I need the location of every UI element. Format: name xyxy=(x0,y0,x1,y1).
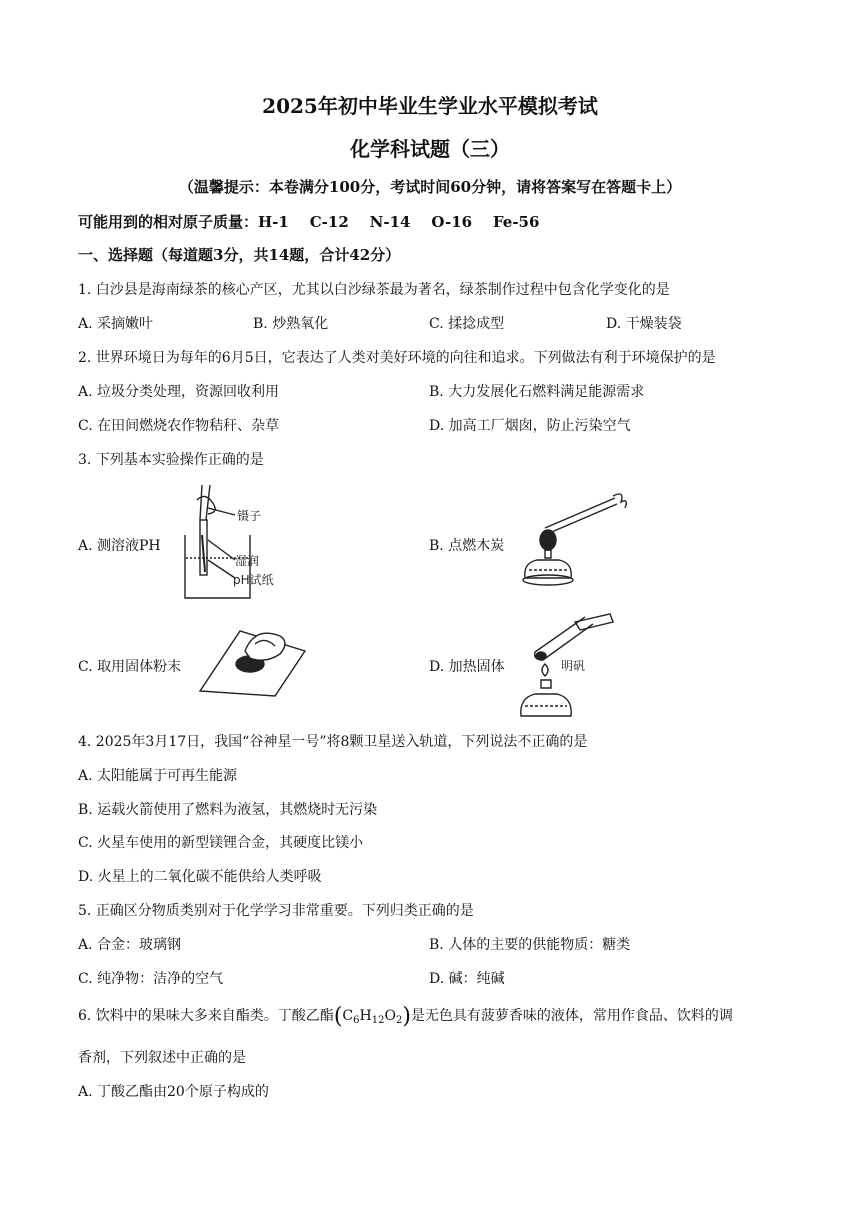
q3-option-c: C. 取用固体粉末 xyxy=(78,659,182,675)
butyrate-formula: $C_6H_{12}O_2$ xyxy=(342,1008,403,1026)
q5-option-b: B. 人体的主要的供能物质：糖类 xyxy=(429,937,631,953)
q2-option-d: D. 加高工厂烟囱，防止污染空气 xyxy=(429,418,631,434)
q2-option-c: C. 在田间燃烧农作物秸秆、杂草 xyxy=(78,418,280,434)
heating-figure xyxy=(515,612,645,724)
q2-option-b: B. 大力发展化石燃料满足能源需求 xyxy=(429,384,645,400)
wet-label: 湿润 xyxy=(235,554,260,568)
exam-title: 2025年初中毕业生学业水平模拟考试 xyxy=(262,94,598,118)
alum-label: 明矾 xyxy=(561,659,586,673)
powder-figure xyxy=(195,606,310,698)
q3-option-b: B. 点燃木炭 xyxy=(429,538,505,554)
atomic-mass-line: 可能用到的相对原子质量：H-1 C-12 N-14 O-16 Fe-56 xyxy=(78,213,540,231)
q4-option-c: C. 火星车使用的新型镁锂合金，其硬度比镁小 xyxy=(78,835,364,851)
exam-note: （温馨提示：本卷满分100分，考试时间60分钟，请将答案写在答题卡上） xyxy=(178,178,682,196)
tweezers-label: 镊子 xyxy=(237,509,262,523)
q6-stem-before: 6. 饮料中的果味大多来自酯类。丁酸乙酯 xyxy=(78,1008,334,1024)
q1-option-b: B. 炒熟氧化 xyxy=(253,316,329,332)
q1-option-a: A. 采摘嫩叶 xyxy=(78,316,154,332)
q1-option-c: C. 揉捻成型 xyxy=(429,316,505,332)
q5-option-c: C. 纯净物：洁净的空气 xyxy=(78,971,224,987)
q3-option-d: D. 加热固体 xyxy=(429,659,505,675)
charcoal-figure xyxy=(515,488,635,593)
q6-option-a: A. 丁酸乙酯由20个原子构成的 xyxy=(78,1084,269,1100)
question-1-stem: 1. 白沙县是海南绿茶的核心产区，尤其以白沙绿茶最为著名，绿茶制作过程中包含化学变化的是 xyxy=(78,282,670,298)
q3-option-a: A. 测溶液PH xyxy=(78,538,161,554)
question-3-stem: 3. 下列基本实验操作正确的是 xyxy=(78,452,264,468)
q6-stem-after: 是无色具有菠萝香味的液体，常用作食品、饮料的调 xyxy=(410,1008,733,1024)
q4-option-b: B. 运载火箭使用了燃料为液氢，其燃烧时无污染 xyxy=(78,802,378,818)
question-6-stem: 6. 饮料中的果味大多来自酯类。丁酸乙酯$(C_6H_{12}O_2)$是无色具有菠萝香味的液体，常用作食品、饮料的调 xyxy=(78,1004,733,1029)
question-5-stem: 5. 正确区分物质类别对于化学学习非常重要。下列归类正确的是 xyxy=(78,903,474,919)
question-6-stem-line2: 香剂，下列叙述中正确的是 xyxy=(78,1050,246,1066)
section-heading: 一、选择题（每道题3分，共14题，合计42分） xyxy=(78,246,401,264)
ph-test-figure xyxy=(180,480,280,605)
q1-option-d: D. 干燥装袋 xyxy=(606,316,682,332)
q4-option-d: D. 火星上的二氧化碳不能供给人类呼吸 xyxy=(78,869,322,885)
q5-option-a: A. 合金：玻璃钢 xyxy=(78,937,182,953)
ph-paper-label: pH试纸 xyxy=(233,573,274,587)
exam-subtitle: 化学科试题（三） xyxy=(350,137,510,161)
q2-option-a: A. 垃圾分类处理，资源回收利用 xyxy=(78,384,280,400)
q4-option-a: A. 太阳能属于可再生能源 xyxy=(78,768,238,784)
question-4-stem: 4. 2025年3月17日，我国“谷神星一号”将8颗卫星送入轨道，下列说法不正确的是 xyxy=(78,734,588,750)
q5-option-d: D. 碱：纯碱 xyxy=(429,971,505,987)
question-2-stem: 2. 世界环境日为每年的6月5日，它表达了人类对美好环境的向往和追求。下列做法有利于环境保护的是 xyxy=(78,350,716,366)
